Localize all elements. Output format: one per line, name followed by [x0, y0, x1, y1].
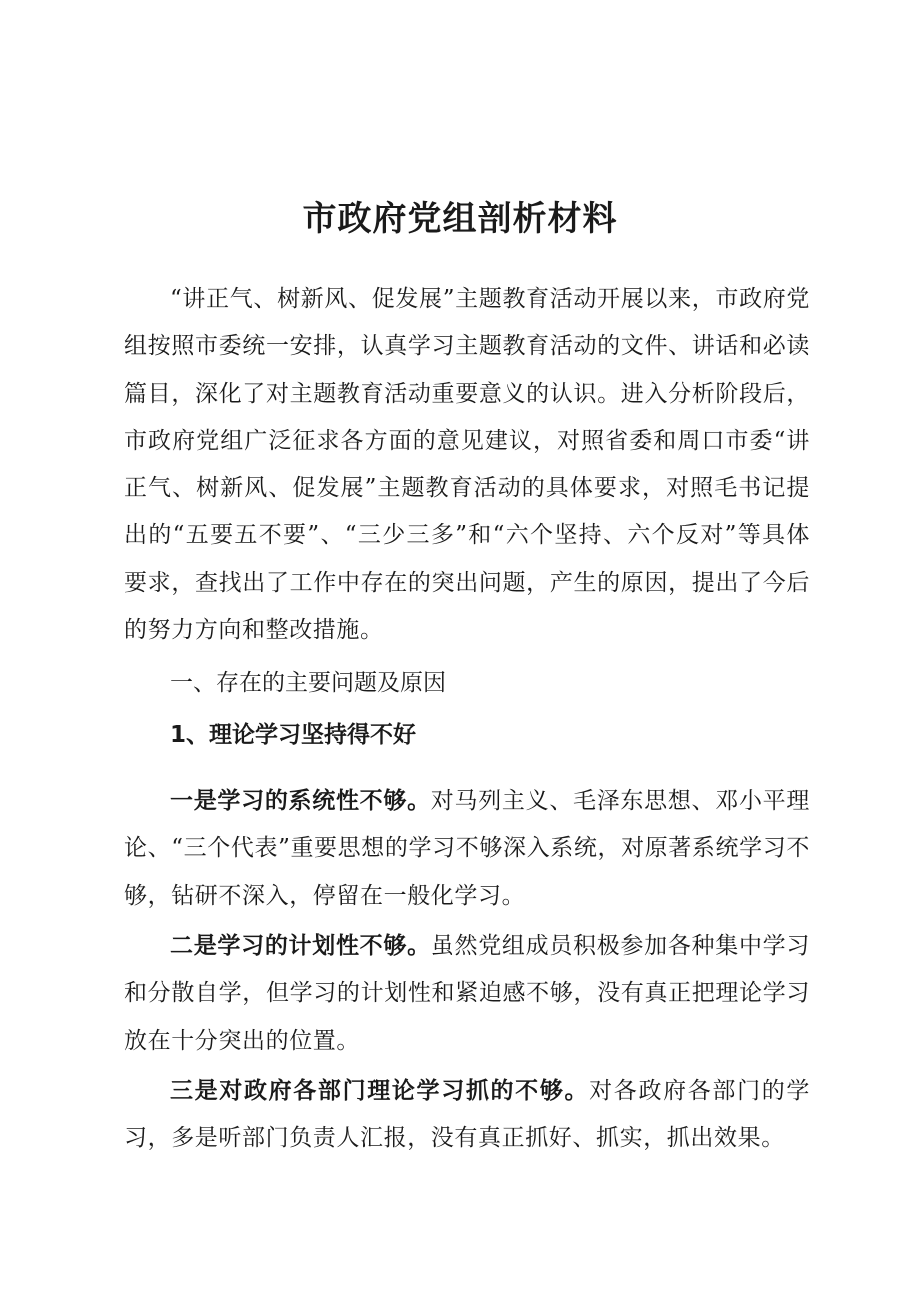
item-paragraph-3: [124, 1068, 810, 1163]
item-text-3: 对各政府各部门的学习，多是听部门负责人汇报，没有真正抓好、抓实，抓出效果。: [124, 1078, 811, 1152]
document-title: 市政府党组剖析材料: [302, 198, 618, 239]
section-heading: 一、存在的主要问题及原因: [170, 670, 446, 696]
item-text-2: 虽然党组成员积极参加各种集中学习和分散自学，但学习的计划性和紧迫感不够，没有真正把理论学习放在十分突出的位置。: [124, 933, 810, 1054]
intro-paragraph: “讲正气、树新风、促发展”主题教育活动开展以来，市政府党组按照市委统一安排，认真学习主题教育活动的文件、讲话和必读篇目，深化了对主题教育活动重要意义的认识。进入分析阶段后，市政府党组广泛征求各方面的意见建议，对照省委和周口市委“讲正气、树新风、促发展”主题教育活动的具体要求，对照毛书记提出的“五要五不要”、“三少三多”和“六个坚持、六个反对”等具体要求，查找出了工作中存在的突出问题，产生的原因，提出了今后的努力方向和整改措施。: [124, 286, 810, 644]
item-lead-2: 二是学习的计划性不够。: [170, 933, 431, 959]
subsection-heading: 1、理论学习坚持得不好: [170, 722, 417, 748]
item-lead-3: 三是对政府各部门理论学习抓的不够。: [170, 1078, 590, 1104]
item-paragraph-1: [124, 778, 810, 920]
item-paragraph-2: [124, 923, 810, 1065]
item-text-1: 对马列主义、毛泽东思想、邓小平理论、“三个代表”重要思想的学习不够深入系统，对原著系统学习不够，钻研不深入，停留在一般化学习。: [124, 788, 810, 909]
item-lead-1: 一是学习的系统性不够。: [170, 788, 431, 814]
